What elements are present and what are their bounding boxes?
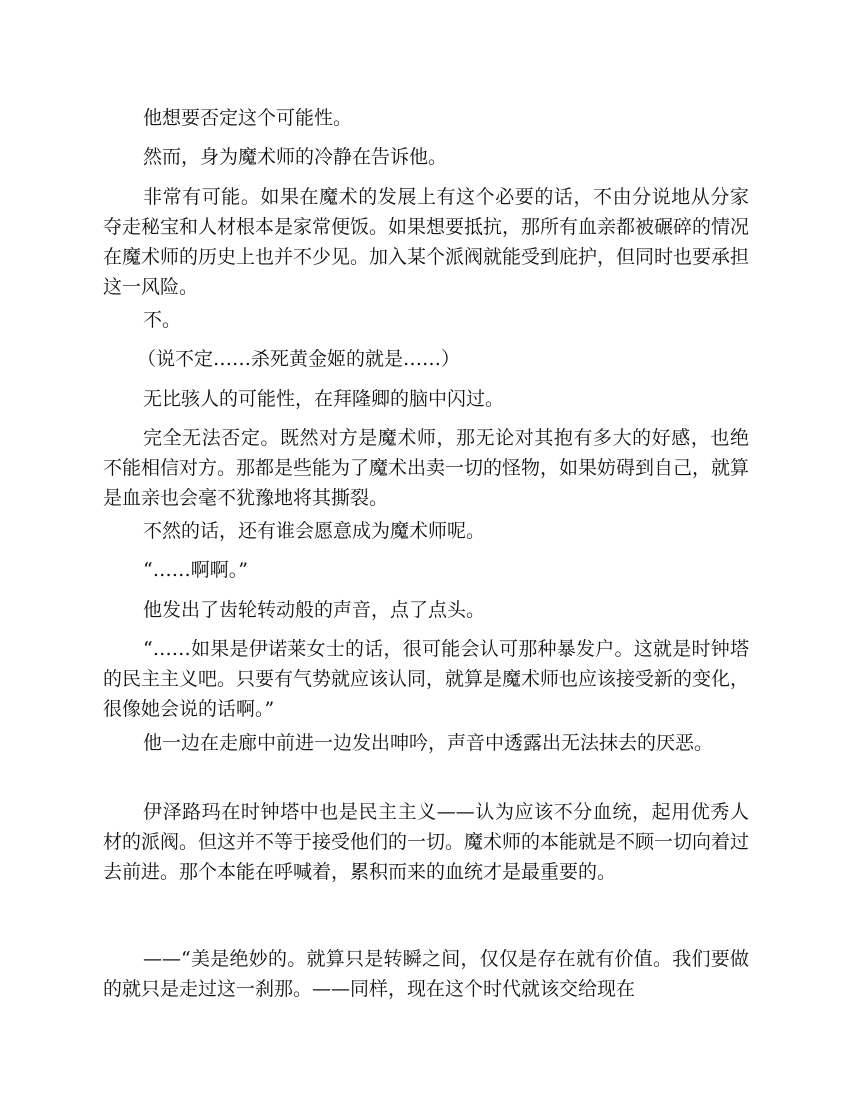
paragraph-13: 伊泽路玛在时钟塔中也是民主主义——认为应该不分血统，起用优秀人材的派阀。但这并不等于接受他们的一切。魔术师的本能就是不顾一切向着过去前进。那个本能在呼喊着，累积而来的血统才是最重要的。 xyxy=(103,801,750,883)
paragraph-6: 无比骇人的可能性，在拜隆卿的脑中闪过。 xyxy=(143,388,505,410)
paragraph-14: ——“美是绝妙的。就算只是转瞬之间，仅仅是存在就有价值。我们要做的就只是走过这一刹那。——同样，现在这个时代就该交给现在 xyxy=(103,948,749,1000)
paragraph-11: “……如果是伊诺莱女士的话，很可能会认可那种暴发户。这就是时钟塔的民主主义吧。只要有气势就应该认同，就算是魔术师也应该接受新的变化，很像她会说的话啊。” xyxy=(103,638,750,720)
paragraph-2: 然而，身为魔术师的冷静在告诉他。 xyxy=(143,146,448,168)
paragraph-10: 他发出了齿轮转动般的声音，点了点头。 xyxy=(143,599,486,621)
paragraph-1: 他想要否定这个可能性。 xyxy=(143,107,353,129)
paragraph-9: “……啊啊。” xyxy=(143,559,248,581)
paragraph-4: 不。 xyxy=(143,309,182,331)
paragraph-7: 完全无法否定。既然对方是魔术师，那无论对其抱有多大的好感，也绝不能相信对方。那都是些能为了魔术出卖一切的怪物，如果妨碍到自己，就算是血亲也会毫不犹豫地将其撕裂。 xyxy=(103,427,750,509)
paragraph-5: （说不定……杀死黄金姬的就是……） xyxy=(137,348,461,370)
paragraph-3: 非常有可能。如果在魔术的发展上有这个必要的话，不由分说地从分家夺走秘宝和人材根本是家常便饭。如果想要抵抗，那所有血亲都被碾碎的情况在魔术师的历史上也并不少见。加入某个派阀就能受到庇护，但同时也要承担这一风险。 xyxy=(103,186,750,298)
paragraph-12: 他一边在走廊中前进一边发出呻吟，声音中透露出无法抹去的厌恶。 xyxy=(143,732,714,754)
paragraph-8: 不然的话，还有谁会愿意成为魔术师呢。 xyxy=(143,520,486,542)
